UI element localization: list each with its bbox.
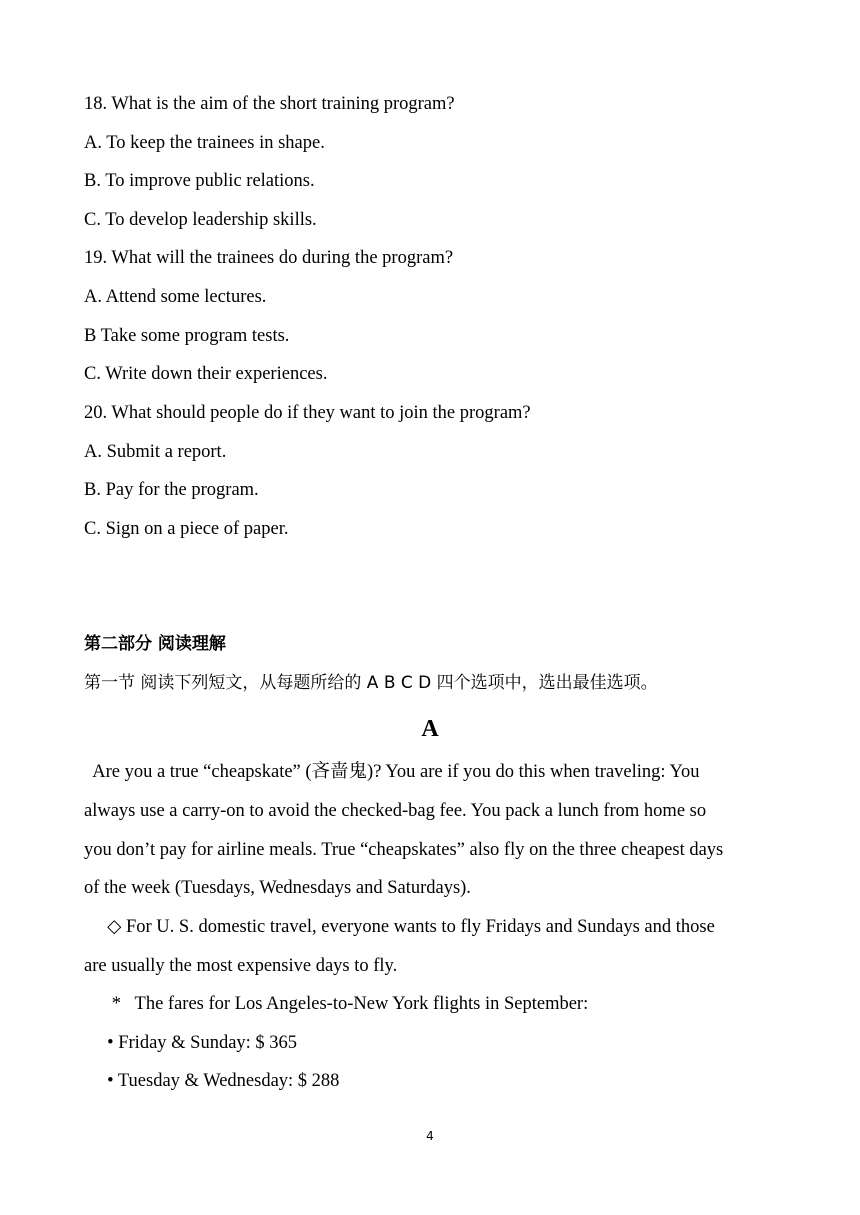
- passage-label: A: [421, 716, 439, 742]
- passage-line-1: Are you a true “cheapskate” (吝啬鬼)? You are if you do this when traveling: You: [84, 762, 700, 782]
- question-18-option-c: C. To develop leadership skills.: [84, 210, 317, 230]
- page-number: 4: [426, 1129, 434, 1143]
- question-18-stem: 18. What is the aim of the short training program?: [84, 94, 455, 114]
- passage-line-3: you don’t pay for airline meals. True “cheapskates” also fly on the three cheapest days: [84, 840, 724, 860]
- passage-line-6: are usually the most expensive days to fly.: [84, 956, 398, 976]
- question-19-stem: 19. What will the trainees do during the program?: [84, 248, 454, 268]
- question-20-option-c: C. Sign on a piece of paper.: [84, 519, 289, 539]
- question-19-option-a: A. Attend some lectures.: [84, 287, 267, 307]
- passage-line-2: always use a carry-on to avoid the checked-bag fee. You pack a lunch from home so: [84, 801, 707, 821]
- question-18-option-b: B. To improve public relations.: [84, 171, 315, 191]
- passage-line-8: • Friday & Sunday: $ 365: [84, 1033, 298, 1053]
- passage-line-5: ◇ For U. S. domestic travel, everyone wants to fly Fridays and Sundays and those: [84, 917, 715, 937]
- passage-line-4: of the week (Tuesdays, Wednesdays and Saturdays).: [84, 878, 471, 898]
- question-20-option-b: B. Pay for the program.: [84, 480, 259, 500]
- passage-line-7: * The fares for Los Angeles-to-New York flights in September:: [84, 994, 589, 1014]
- section-instruction: 第一节 阅读下列短文，从每题所给的 A B C D 四个选项中，选出最佳选项。: [84, 673, 658, 693]
- question-19-option-c: C. Write down their experiences.: [84, 364, 328, 384]
- question-19-option-b: B Take some program tests.: [84, 326, 290, 346]
- passage-line-9: • Tuesday & Wednesday: $ 288: [84, 1071, 340, 1091]
- section-part-title: 第二部分 阅读理解: [84, 634, 226, 654]
- question-20-option-a: A. Submit a report.: [84, 442, 227, 462]
- question-20-stem: 20. What should people do if they want to join the program?: [84, 403, 531, 423]
- question-18-option-a: A. To keep the trainees in shape.: [84, 133, 325, 153]
